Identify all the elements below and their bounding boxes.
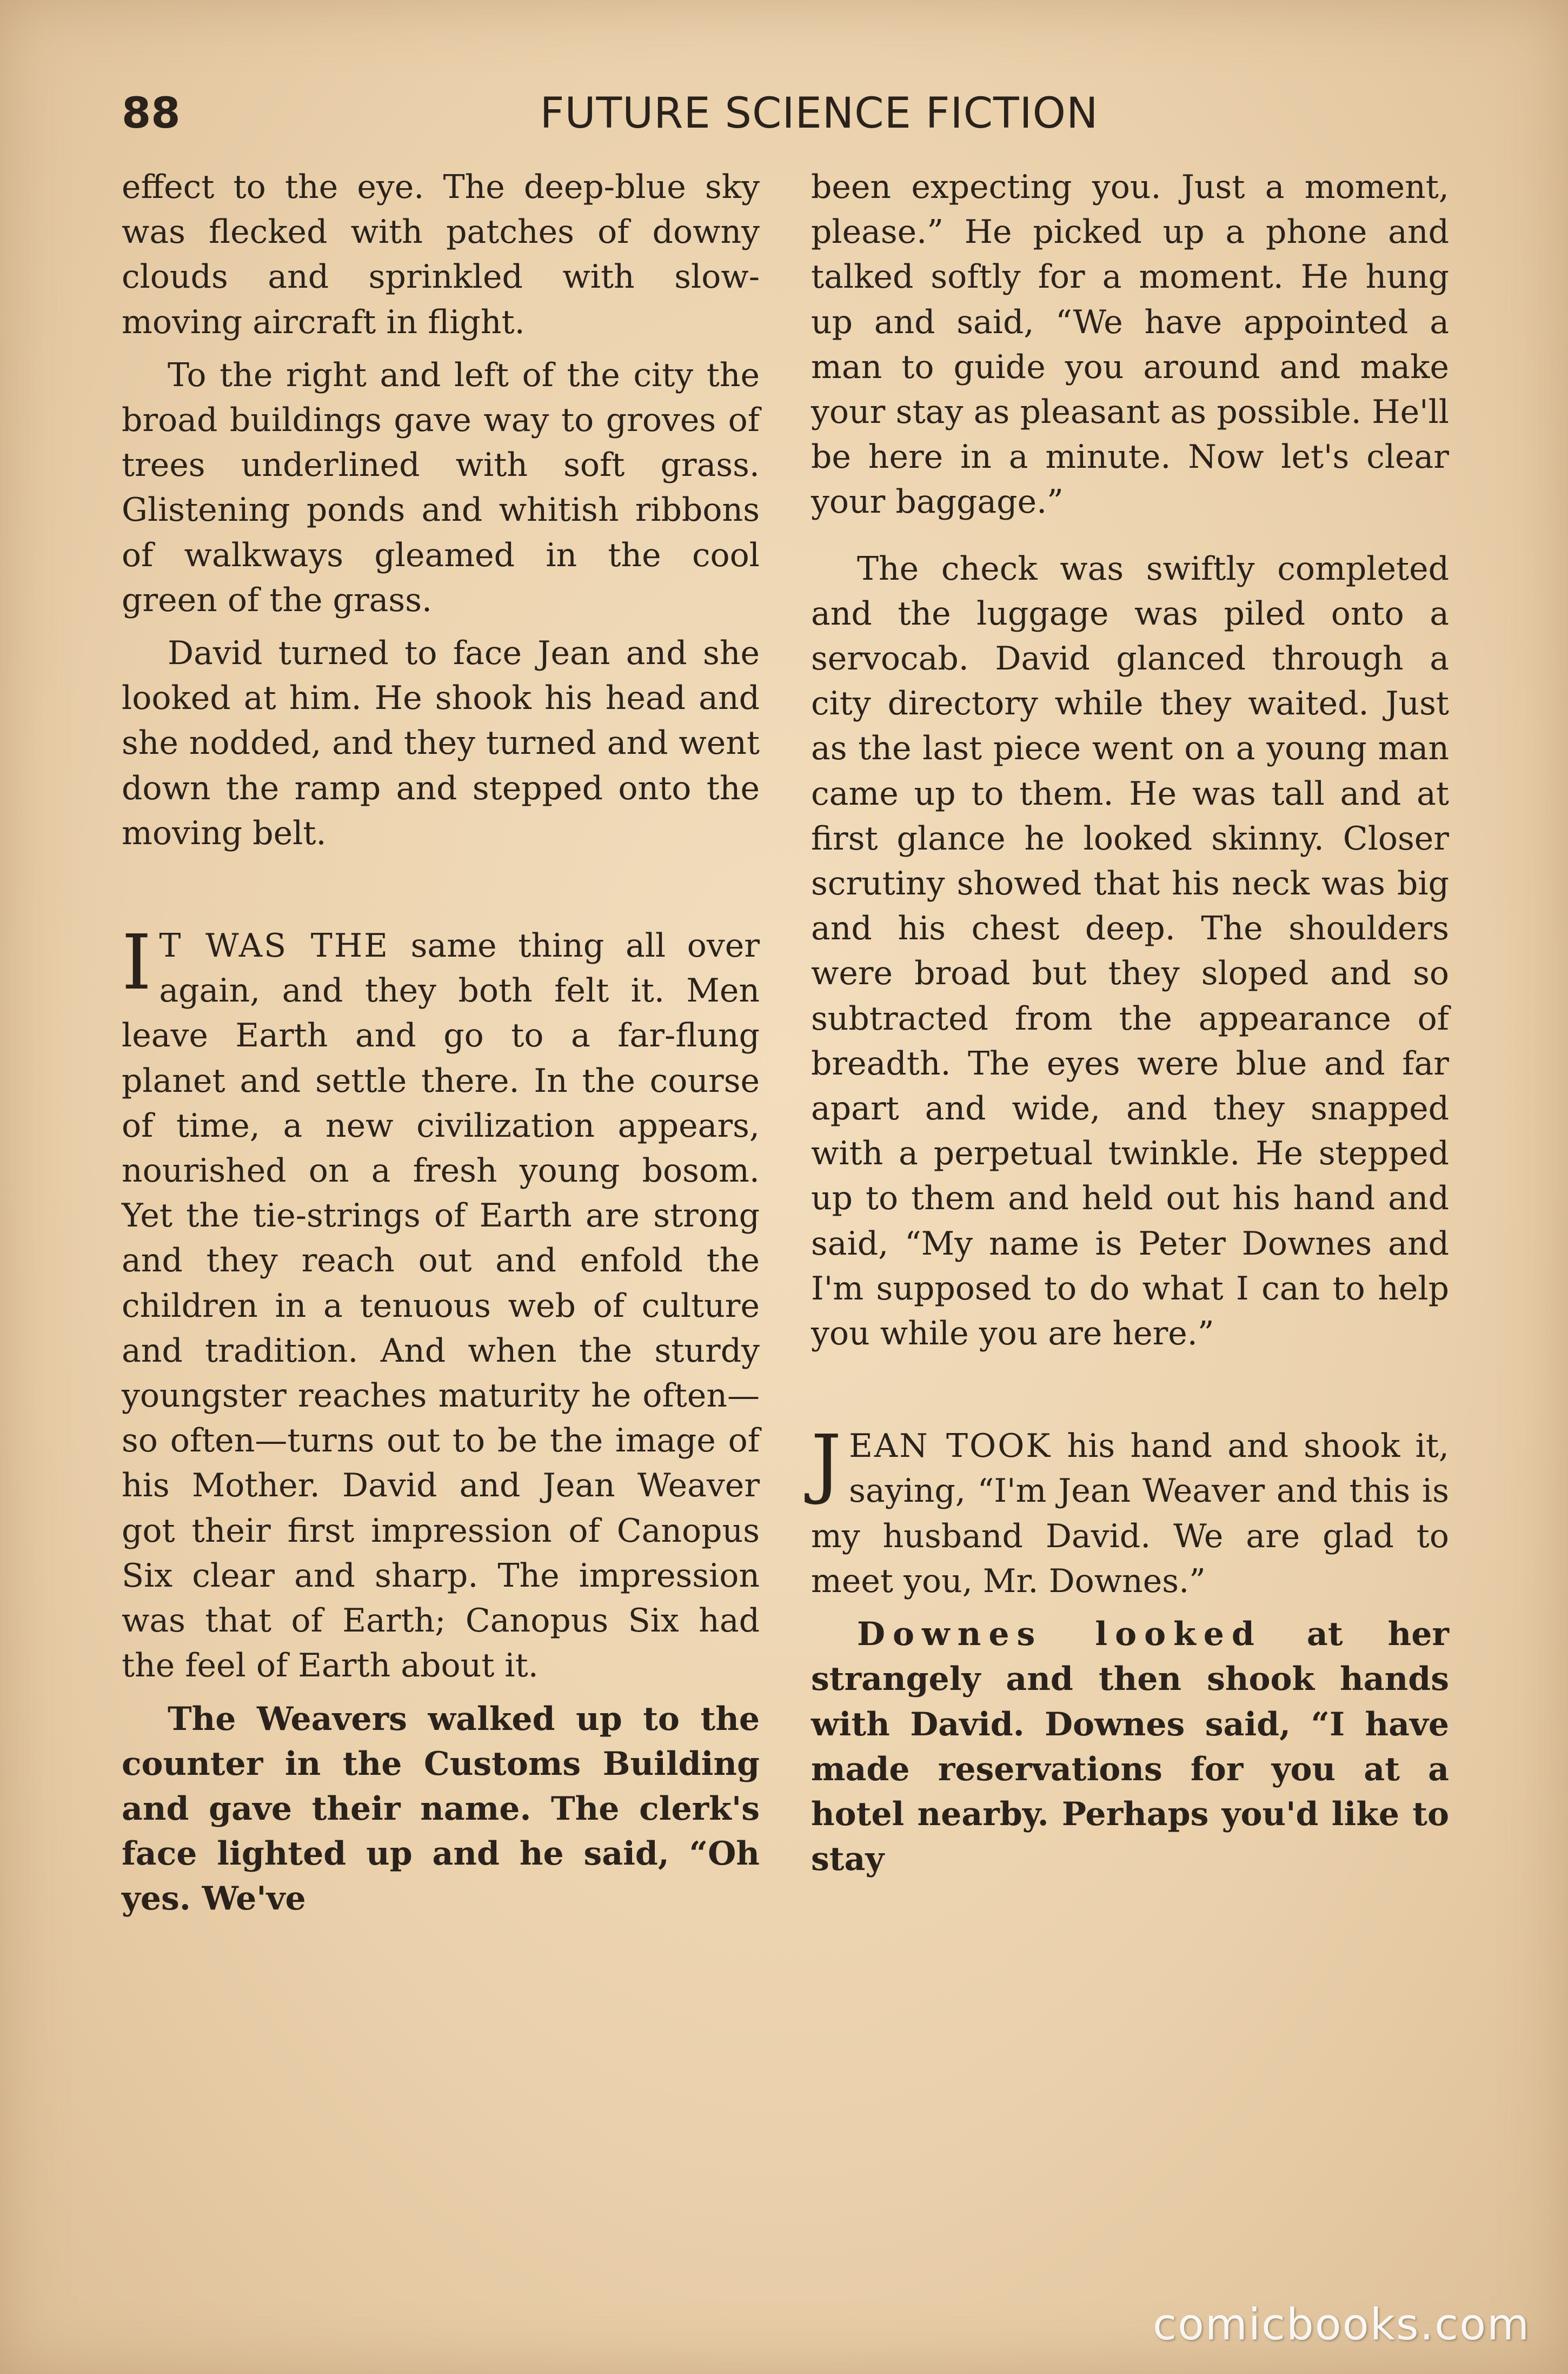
page-number: 88 bbox=[122, 89, 181, 138]
left-column bbox=[122, 165, 760, 1922]
site-watermark: comicbooks.com bbox=[1152, 2299, 1530, 2350]
paragraph: David turned to face Jean and she looked at him. He shook his head and she nodded, and they turned and went down the ramp and stepped onto the moving belt. bbox=[122, 634, 760, 852]
paragraph: effect to the eye. The deep-blue sky was flecked with patches of downy clouds and sprinkled with slow-moving aircraft in flight. bbox=[122, 168, 760, 341]
letterspaced-text: Downes looked bbox=[857, 1615, 1262, 1654]
paragraph: To the right and left of the city the broad buildings gave way to groves of trees underlined with soft grass. Glistening ponds and whitish ribbons of walkways gleamed in the cool green of the grass. bbox=[122, 356, 760, 619]
paragraph-text: same thing all over again, and they both felt it. Men leave Earth and go to a far-flung planet and settle there. In the course of time, a new civilization appears, nourished on a fresh young bosom. Yet the tie-strings of Earth are strong and they reach out and enfold the children in a tenuous web of culture and tradition. And when the sturdy youngster reaches maturity he often—so often—turns out to be the image of his Mother. David and Jean Weaver got their first impression of Canopus Six clear and sharp. The impression was that of Earth; Canopus Six had the feel of Earth about it. bbox=[122, 927, 760, 1685]
running-title: FUTURE SCIENCE FICTION bbox=[540, 89, 1099, 138]
drop-cap: I bbox=[122, 919, 152, 1007]
paragraph: been expecting you. Just a moment, please.” He picked up a phone and talked softly for a moment. He hung up and said, “We have appointed a man to guide you around and make your stay as pleasant as possible. He'll be here in a minute. Now let's clear your baggage.” bbox=[811, 168, 1449, 521]
paragraph: The check was swiftly completed and the luggage was piled onto a servocab. David glanced through a city directory while they waited. Just as the last piece went on a young man came up to them. He was tall and at first glance he looked skinny. Closer scrutiny showed that his neck was big and his chest deep. The shoulders were broad but they sloped and so subtracted from the appearance of breadth. The eyes were blue and far apart and wide, and they snapped with a perpetual twinkle. He stepped up to them and held out his hand and said, “My name is Peter Downes and I'm supposed to do what I can to help you while you are here.” bbox=[811, 549, 1449, 1353]
paragraph: The Weavers walked up to the counter in the Customs Building and gave their name. The clerk's face lighted up and he said, “Oh yes. We've bbox=[122, 1700, 760, 1918]
drop-cap: J bbox=[811, 1419, 842, 1508]
section-opening-paragraph bbox=[811, 1419, 1449, 1604]
page-header bbox=[122, 84, 1446, 149]
paragraph bbox=[811, 1612, 1449, 1882]
paragraph-text: his hand and shook it, saying, “I'm Jean Weaver and this is my husband David. We are glad to meet you, Mr. Downes.” bbox=[811, 1427, 1449, 1600]
section-opening-paragraph bbox=[122, 919, 760, 1688]
lead-in-caps: EAN TOOK bbox=[849, 1427, 1052, 1465]
paragraph-text: at her strangely and then shook hands with David. Downes said, “I have made reservations for you at a hotel nearby. Perhaps you'd like to stay bbox=[811, 1615, 1449, 1879]
lead-in-caps: T WAS THE bbox=[159, 927, 389, 965]
right-column bbox=[811, 165, 1449, 1882]
